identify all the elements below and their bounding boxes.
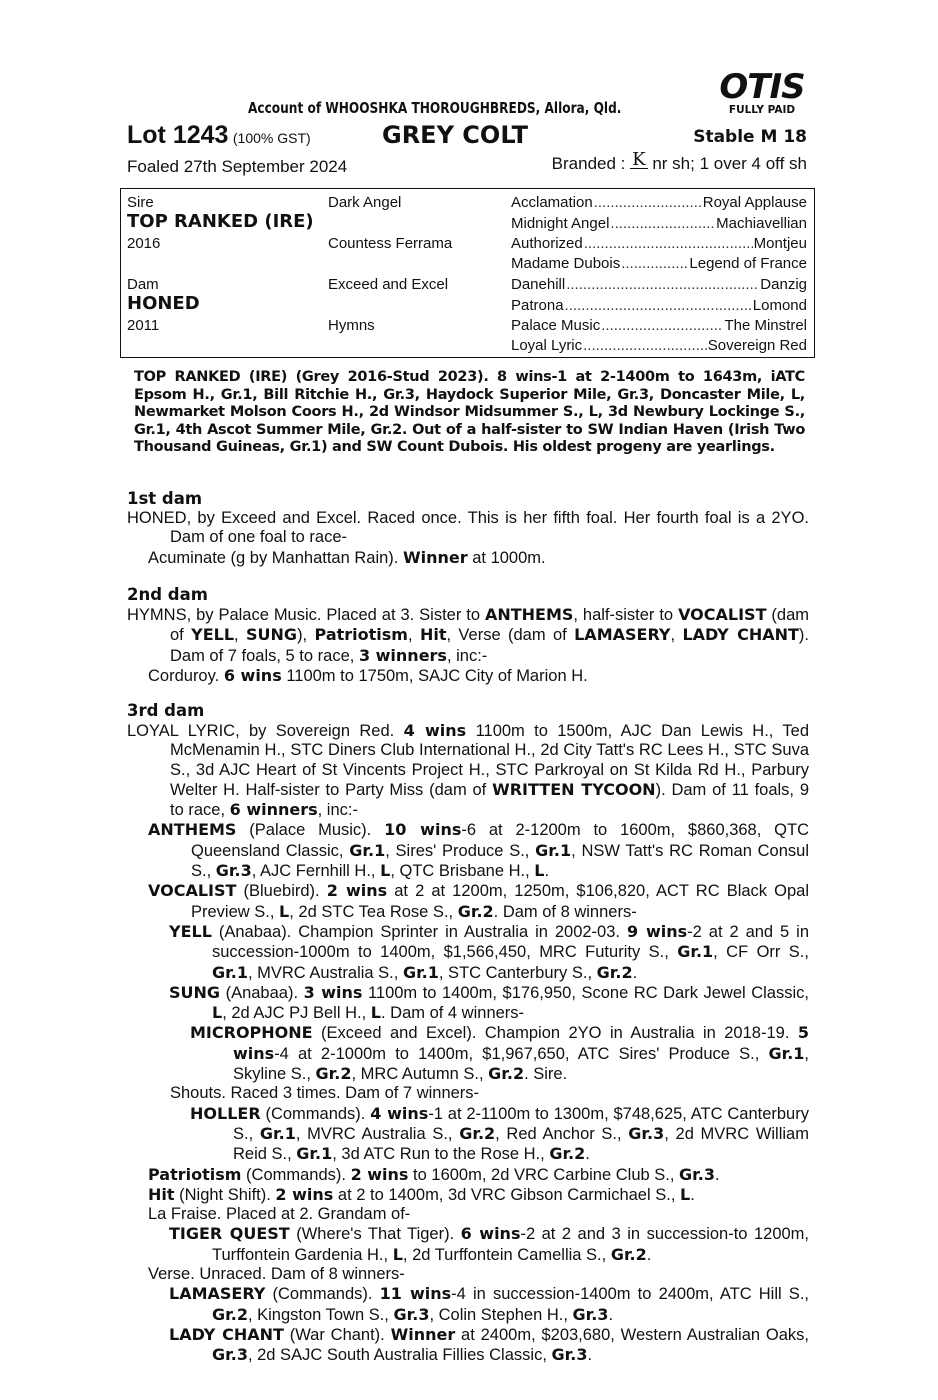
progeny-hit: Hit (Night Shift). 2 wins at 2 to 1400m, 3d VRC Gibson Carmichael S., L.	[148, 1184, 695, 1204]
grandparent-sire: Danzig	[760, 276, 807, 293]
dam-paragraph: LOYAL LYRIC, by Sovereign Red. 4 wins 1100m to 1500m, AJC Dan Lewis H., Ted McMenamin H., STC Diners Club International H., 2d City Tatt's RC Lees H., STC Suva S., 3d AJC Heart of St Vincents Project H., STC Parkroyal on St Kilda Rd H., Parbury Welter H. Half-sister to Party Miss (dam of WRITTEN TYCOON). Dam of 11 foals, 9 to race, 6 winners, inc:-	[127, 721, 810, 820]
grandparent-row	[511, 276, 807, 294]
lot-heading	[127, 121, 311, 150]
dam-dam: Hymns	[328, 317, 375, 334]
grandparent-name: Midnight Angel	[511, 215, 610, 232]
progeny-vocalist: VOCALIST (Bluebird). 2 wins at 2 at 1200m, 1250m, $106,820, ACT RC Black Opal Preview S., L, 2d STC Tea Rose S., Gr.2. Dam of 8 winners-	[148, 881, 809, 921]
horse-title: GREY COLT	[382, 121, 529, 149]
grandparent-row	[511, 317, 807, 335]
grandparent-name: Patrona	[511, 297, 564, 314]
section-title: 3rd dam	[127, 701, 205, 720]
grandparent-name: Acclamation	[511, 194, 593, 211]
progeny-lamasery: LAMASERY (Commands). 11 wins-4 in succession-1400m to 2400m, ATC Hill S., Gr.2, Kingston Town S., Gr.3, Colin Stephen H., Gr.3.	[169, 1284, 809, 1324]
grandparent-sire: Machiavellian	[716, 215, 807, 232]
vendor-account: Account of WHOOSHKA THOROUGHBREDS, Allora, Qld.	[248, 99, 622, 117]
progeny-lady-chant: LADY CHANT (War Chant). Winner at 2400m, $203,680, Western Australian Oaks, Gr.3, 2d SAJC South Australia Fillies Classic, Gr.3.	[169, 1324, 809, 1365]
section-title: 1st dam	[127, 489, 203, 508]
third-dam-section	[127, 701, 809, 1366]
progeny-shouts: Shouts. Raced 3 times. Dam of 7 winners-	[170, 1084, 480, 1103]
sire-dam: Countess Ferrama	[328, 235, 453, 252]
pedigree-table	[120, 188, 815, 358]
dam-name: HONED	[127, 293, 200, 314]
grandparent-sire: Lomond	[752, 297, 807, 314]
otis-logo	[714, 67, 810, 116]
second-dam-section	[127, 585, 809, 686]
section-title: 2nd dam	[127, 585, 208, 604]
grandparent-name: Madame Dubois	[511, 255, 621, 272]
dam-year: 2011	[127, 317, 160, 334]
dam-paragraph: HYMNS, by Palace Music. Placed at 3. Sister to ANTHEMS, half-sister to VOCALIST (dam of YELL, SUNG), Patriotism, Hit, Verse (dam of LAMASERY, LADY CHANT). Dam of 7 foals, 5 to race, 3 winners, inc:-	[127, 605, 810, 665]
progeny-anthems: ANTHEMS (Palace Music). 10 wins-6 at 2-1200m to 1600m, $860,368, QTC Queensland Classic, Gr.1, Sires' Produce S., Gr.1, NSW Tatt's RC Roman Consul S., Gr.3, AJC Fernhill H., L, QTC Brisbane H., L.	[148, 820, 809, 881]
brand-mark: K	[632, 149, 646, 170]
grandparent-name: Palace Music	[511, 317, 601, 334]
progeny-line: Acuminate (g by Manhattan Rain). Winner at 1000m.	[148, 547, 546, 567]
foaled-date: Foaled 27th September 2024	[127, 157, 348, 176]
grandparent-sire: Sovereign Red	[707, 337, 807, 354]
lot-number: Lot 1243	[127, 121, 229, 149]
otis-logo-mark: OTIS	[719, 67, 805, 107]
sire-sire: Dark Angel	[328, 194, 402, 211]
grandparent-row	[511, 215, 807, 233]
sire-year: 2016	[127, 235, 161, 252]
grandparent-name: Authorized	[511, 235, 583, 252]
progeny-yell: YELL (Anabaa). Champion Sprinter in Australia in 2002-03. 9 wins-2 at 2 and 5 in succession-1000m to 1400m, $1,566,450, MRC Futurity S., Gr.1, CF Orr S., Gr.1, MVRC Australia S., Gr.1, STC Canterbury S., Gr.2.	[169, 921, 809, 982]
progeny-microphone: MICROPHONE (Exceed and Excel). Champion 2YO in Australia in 2018-19. 5 wins-4 at 2-1000m to 1400m, $1,967,650, ATC Sires' Produce S., Gr.1, Skyline S., Gr.2, MRC Autumn S., Gr.2. Sire.	[190, 1023, 809, 1084]
branding	[551, 149, 807, 174]
fully-paid-label: FULLY PAID	[728, 104, 796, 116]
progeny-holler: HOLLER (Commands). 4 wins-1 at 2-1100m to 1300m, $748,625, ATC Canterbury S., Gr.1, MVRC Australia S., Gr.2, Red Anchor S., Gr.3, 2d MVRC William Reid S., Gr.1, 3d ATC Run to the Rose H., Gr.2.	[190, 1103, 809, 1164]
grandparent-row	[511, 194, 807, 212]
sire-label: Sire	[127, 194, 154, 211]
grandparent-sire: Royal Applause	[702, 194, 807, 211]
branded-text: nr sh; 1 over 4 off sh	[652, 154, 807, 173]
sire-name: TOP RANKED (IRE)	[127, 211, 314, 232]
grandparent-row	[511, 255, 807, 273]
dam-label: Dam	[127, 276, 159, 293]
grandparent-name: Loyal Lyric	[511, 337, 583, 354]
stable-location: Stable M 18	[693, 127, 807, 147]
grandparent-row	[511, 337, 807, 355]
sire-summary: TOP RANKED (IRE) (Grey 2016-Stud 2023). 8 wins-1 at 2-1400m to 1643m, iATC Epsom H., Gr.1, Bill Ritchie H., Gr.3, Haydock Superior Mile, Gr.3, Doncaster Mile, L, Newmarket Molson Coors H., 2d Windsor Midsummer S., L, 3d Newbury Lockinge S., Gr.1, 4th Ascot Summer Mile, Gr.2. Out of a half-sister to SW Indian Haven (Irish Two Thousand Guineas, Gr.1) and SW Count Dubois. His oldest progeny are yearlings.	[134, 369, 805, 455]
progeny-line: Corduroy. 6 wins 1100m to 1750m, SAJC City of Marion H.	[148, 665, 588, 685]
first-dam-section	[127, 489, 809, 568]
gst-note: (100% GST)	[232, 130, 311, 146]
progeny-la-fraise: La Fraise. Placed at 2. Grandam of-	[148, 1205, 411, 1224]
grandparent-row	[511, 297, 807, 315]
progeny-tiger-quest: TIGER QUEST (Where's That Tiger). 6 wins-2 at 2 and 3 in succession-to 1200m, Turffontein Gardenia H., L, 2d Turffontein Camellia S., Gr.2.	[169, 1224, 809, 1264]
progeny-sung: SUNG (Anabaa). 3 wins 1100m to 1400m, $176,950, Scone RC Dark Jewel Classic, L, 2d AJC PJ Bell H., L. Dam of 4 winners-	[169, 982, 809, 1023]
dam-sire: Exceed and Excel	[328, 276, 449, 293]
grandparent-sire: The Minstrel	[724, 317, 807, 334]
grandparent-row	[511, 235, 807, 253]
grandparent-sire: Montjeu	[753, 235, 807, 252]
grandparent-sire: Legend of France	[689, 255, 807, 272]
grandparent-name: Danehill	[511, 276, 566, 293]
dam-paragraph: HONED, by Exceed and Excel. Raced once. This is her fifth foal. Her fourth foal is a 2YO. Dam of one foal to race-	[127, 509, 809, 547]
progeny-patriotism: Patriotism (Commands). 2 wins to 1600m, 2d VRC Carbine Club S., Gr.3.	[148, 1164, 720, 1184]
progeny-verse: Verse. Unraced. Dam of 8 winners-	[148, 1265, 405, 1284]
branded-label: Branded :	[551, 154, 626, 173]
